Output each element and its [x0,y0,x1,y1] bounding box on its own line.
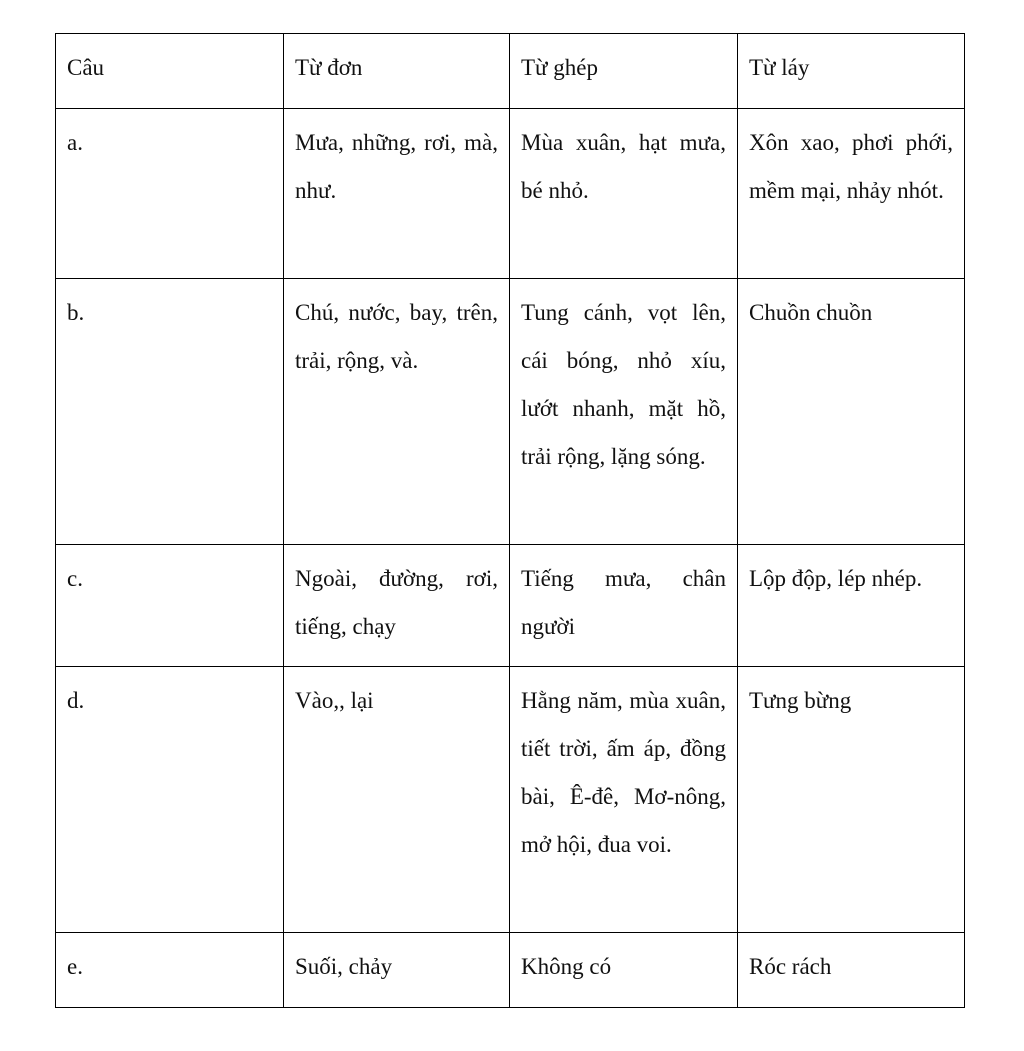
table-row [56,545,965,667]
header-tu-don: Từ đơn [284,34,510,109]
cell-tu-don: Chú, nước, bay, trên, trải, rộng, và. [284,279,510,545]
cell-tu-ghep: Tiếng mưa, chân người [510,545,738,667]
cell-cau: c. [56,545,284,667]
table-header-row [56,34,965,109]
cell-cau: d. [56,667,284,933]
cell-cau: e. [56,933,284,1008]
header-tu-lay: Từ láy [738,34,965,109]
cell-tu-ghep: Không có [510,933,738,1008]
header-cau: Câu [56,34,284,109]
cell-cau: a. [56,109,284,279]
cell-tu-don: Mưa, những, rơi, mà, như. [284,109,510,279]
cell-tu-ghep: Tung cánh, vọt lên, cái bóng, nhỏ xíu, lướt nhanh, mặt hồ, trải rộng, lặng sóng. [510,279,738,545]
cell-tu-don: Vào,, lại [284,667,510,933]
table-row [56,933,965,1008]
cell-tu-don: Ngoài, đường, rơi, tiếng, chạy [284,545,510,667]
cell-tu-lay: Xôn xao, phơi phới, mềm mại, nhảy nhót. [738,109,965,279]
cell-tu-lay: Róc rách [738,933,965,1008]
table-row [56,667,965,933]
cell-tu-lay: Lộp độp, lép nhép. [738,545,965,667]
cell-tu-lay: Tưng bừng [738,667,965,933]
cell-tu-don: Suối, chảy [284,933,510,1008]
word-classification-table [55,33,965,1008]
cell-cau: b. [56,279,284,545]
cell-tu-ghep: Hằng năm, mùa xuân, tiết trời, ấm áp, đồng bài, Ê-đê, Mơ-nông, mở hội, đua voi. [510,667,738,933]
table-row [56,279,965,545]
header-tu-ghep: Từ ghép [510,34,738,109]
cell-tu-ghep: Mùa xuân, hạt mưa, bé nhỏ. [510,109,738,279]
cell-tu-lay: Chuồn chuồn [738,279,965,545]
table-row [56,109,965,279]
